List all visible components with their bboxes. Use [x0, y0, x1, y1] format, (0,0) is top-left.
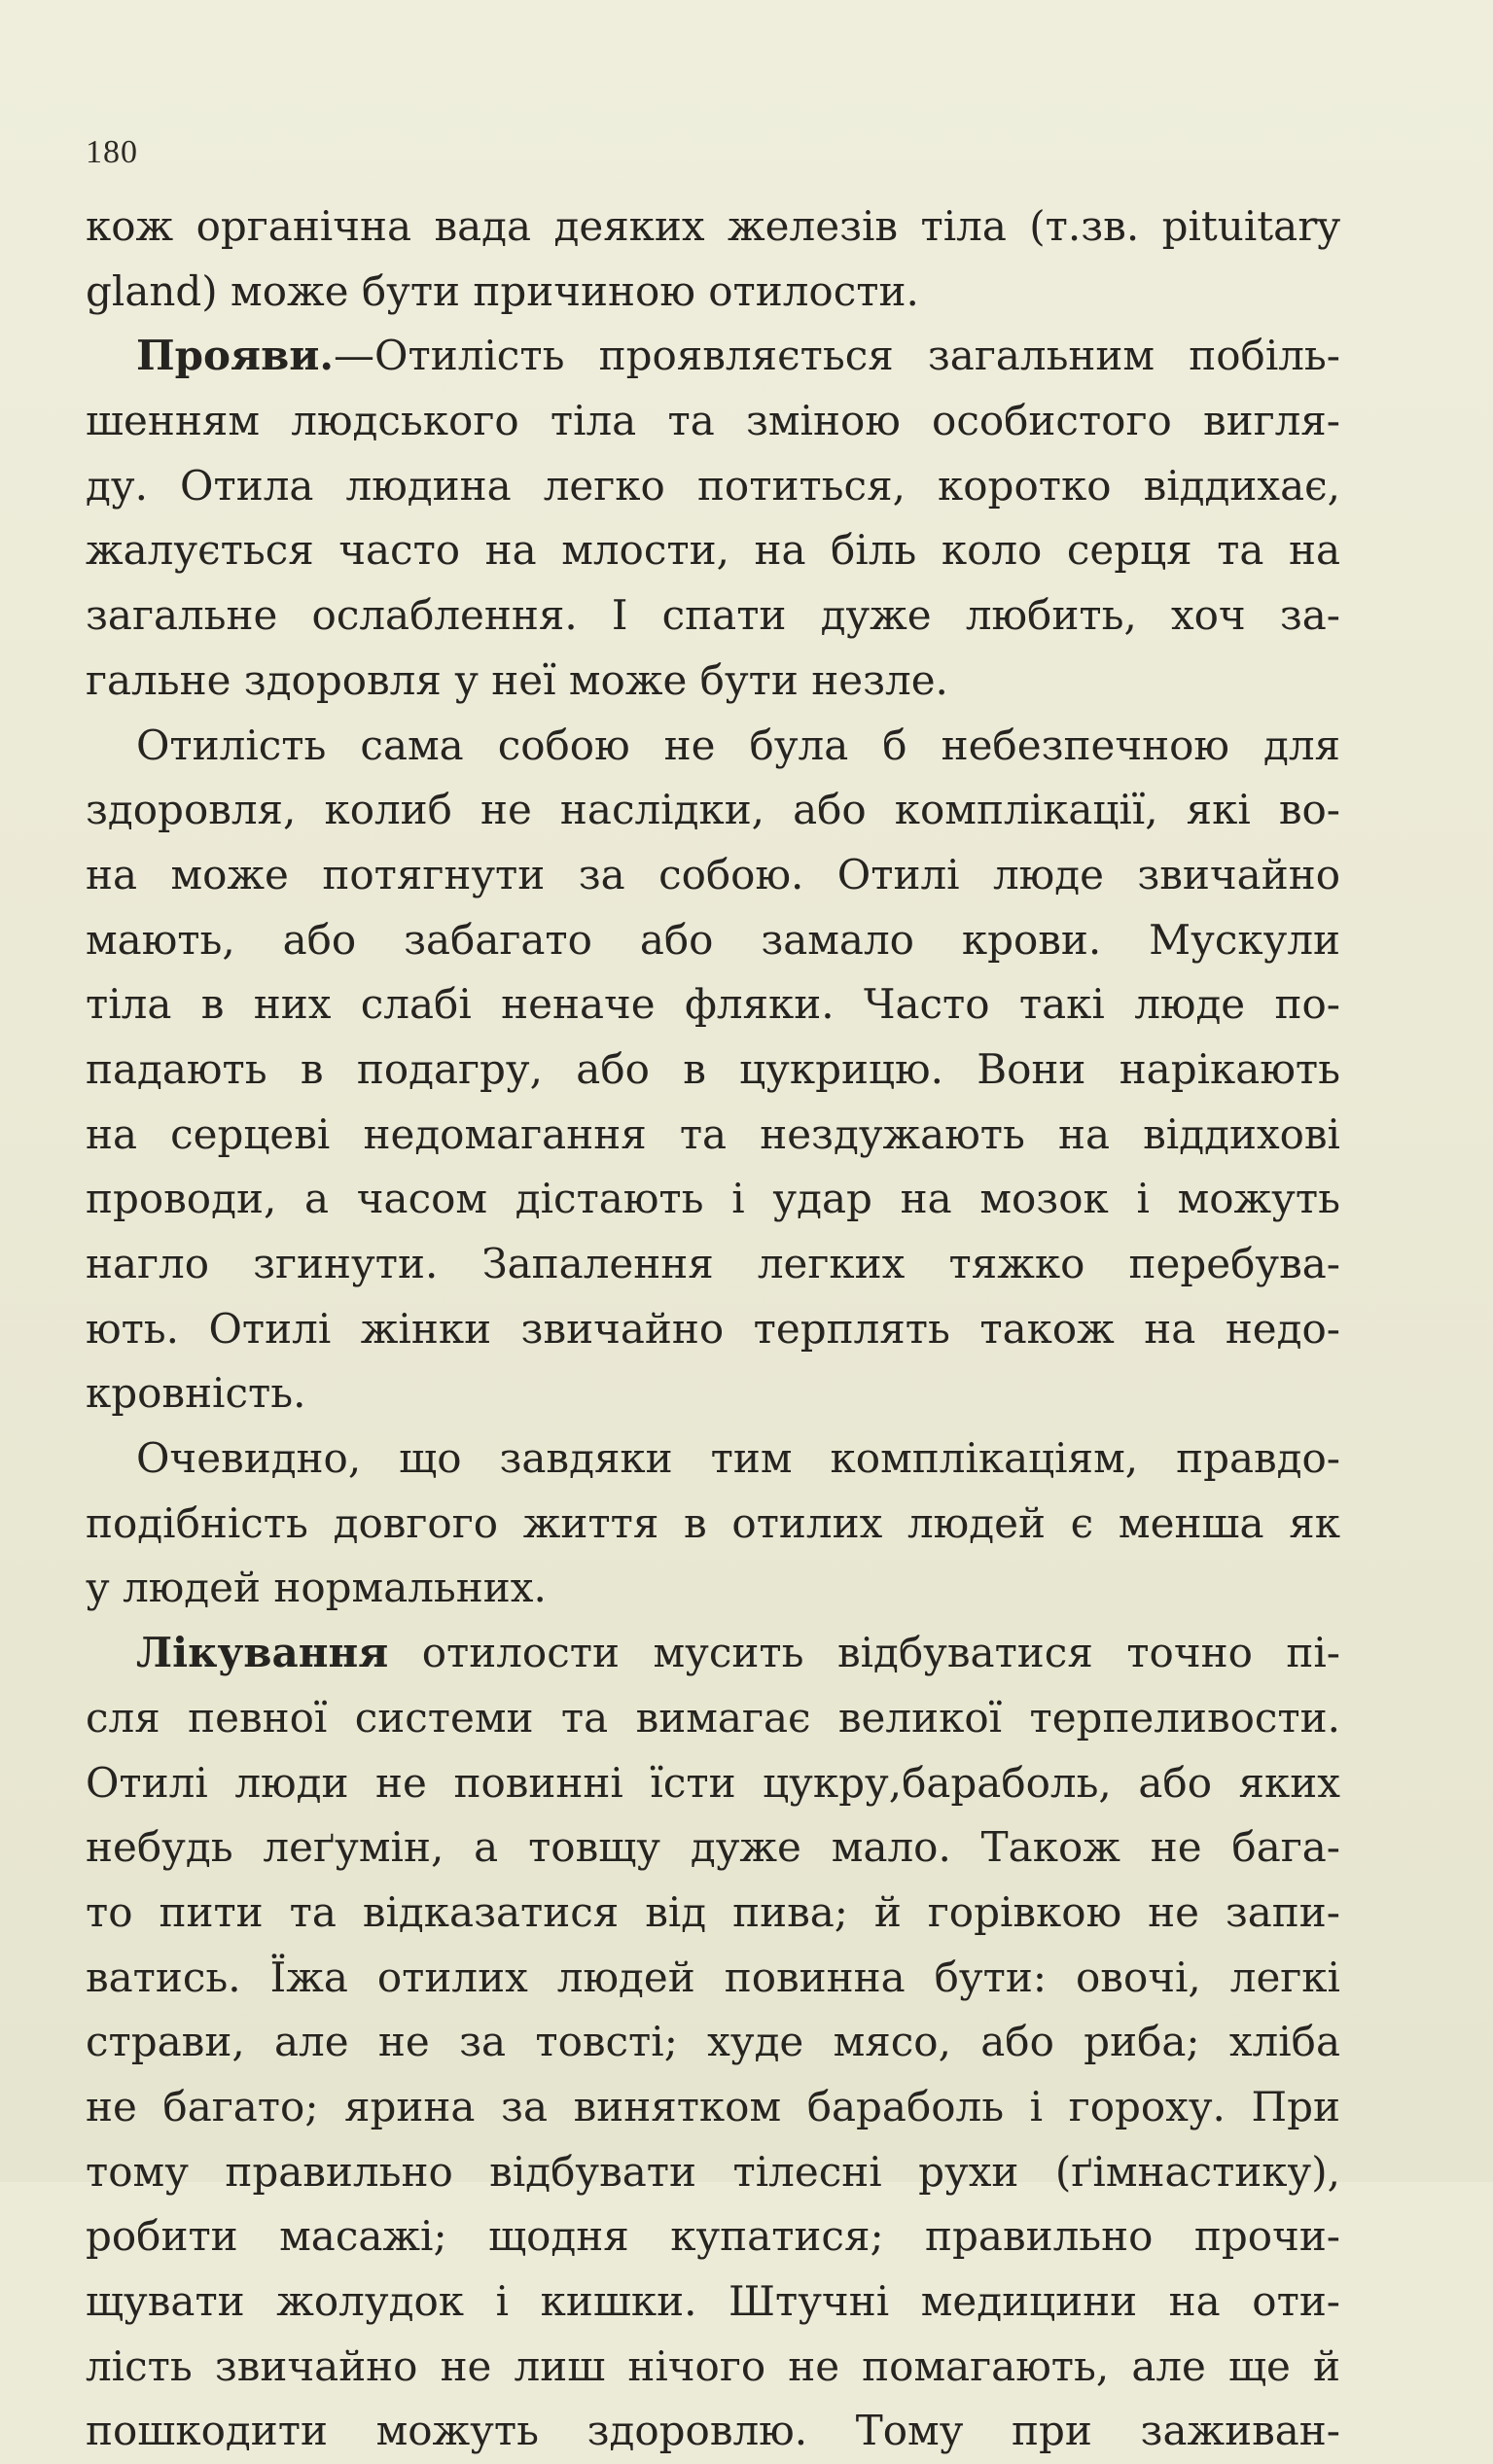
line-text: ватись. Їжа отилих людей повинна бути: овочі, легкі	[86, 1953, 1340, 2001]
line-text: пошкодити можуть здоровлю. Тому при заживан-	[86, 2407, 1340, 2455]
line-text: здоровля, колиб не наслідки, або комплікації, які во-	[86, 786, 1340, 834]
text-line	[86, 1297, 1340, 1362]
text-line	[86, 324, 1340, 389]
text-line	[86, 649, 1340, 714]
text-line	[86, 1232, 1340, 1297]
text-line	[86, 1815, 1340, 1881]
line-text: щувати жолудок і кишки. Штучні медицини на оти-	[86, 2277, 1340, 2325]
line-text: —Отилість проявляється загальним побіль-	[334, 332, 1340, 380]
line-text: сля певної системи та вимагає великої терпеливости.	[86, 1693, 1340, 1742]
text-line	[86, 778, 1340, 843]
line-text: у людей нормальних.	[86, 1564, 547, 1612]
text-line	[86, 518, 1340, 583]
line-text: проводи, а часом дістають і удар на мозок і можуть	[86, 1175, 1340, 1223]
text-line	[86, 1686, 1340, 1751]
line-text: Очевидно, що завдяки тим комплікаціям, правдо-	[136, 1434, 1340, 1483]
line-text: Отилі люди не повинні їсти цукру,бараболь, або яких	[86, 1758, 1340, 1807]
section-heading: Прояви.	[136, 332, 335, 380]
text-line	[86, 2075, 1340, 2140]
line-text: на може потягнути за собою. Отилі люде звичайно	[86, 850, 1340, 898]
line-text: падають в подагру, або в цукрицю. Вони нарікають	[86, 1044, 1340, 1093]
line-text: кож органічна вада деяких железів тіла (т.зв. pituitary	[86, 202, 1340, 250]
text-line	[86, 454, 1340, 519]
line-text: то пити та відказатися від пива; й горівкою не запи-	[86, 1887, 1340, 1936]
text-line	[86, 1881, 1340, 1946]
text-line	[86, 194, 1340, 260]
line-text: мають, або забагато або замало крови. Мускули	[86, 915, 1340, 964]
text-line	[86, 908, 1340, 973]
text-line	[86, 1103, 1340, 1168]
section-heading: Лікування	[136, 1629, 389, 1677]
text-line	[86, 2010, 1340, 2075]
text-line	[86, 1492, 1340, 1557]
text-line	[86, 2335, 1340, 2400]
line-text: не багато; ярина за винятком бараболь і гороху. При	[86, 2082, 1340, 2130]
text-line	[86, 1167, 1340, 1232]
text-line	[86, 583, 1340, 649]
line-text: Отилість сама собою не була б небезпечною для	[136, 721, 1340, 769]
line-text: робити масажі; щодня купатися; правильно прочи-	[86, 2212, 1340, 2261]
line-text: gland) може бути причиною отилости.	[86, 266, 919, 315]
line-text: страви, але не за товсті; худе мясо, або риба; хліба	[86, 2018, 1340, 2066]
text-line	[86, 1621, 1340, 1686]
text-line	[86, 260, 1340, 325]
line-text: на серцеві недомагання та нездужають на віддихові	[86, 1109, 1340, 1158]
text-line	[86, 1751, 1340, 1816]
line-text: жалується часто на млости, на біль коло серця та на	[86, 526, 1340, 575]
line-text: тому правильно відбувати тілесні рухи (ґімнастику),	[86, 2147, 1340, 2196]
text-line	[86, 1426, 1340, 1492]
text-line	[86, 1556, 1340, 1621]
text-line	[86, 843, 1340, 908]
body-text	[86, 194, 1340, 2464]
text-line	[86, 972, 1340, 1038]
text-line	[86, 1361, 1340, 1426]
line-text: нагло згинути. Запалення легких тяжко перебува-	[86, 1240, 1340, 1287]
line-text: кровність.	[86, 1369, 306, 1418]
line-text: ду. Отила людина легко потиться, коротко віддихає,	[86, 461, 1340, 510]
text-line	[86, 389, 1340, 454]
text-line	[86, 2270, 1340, 2335]
line-text: подібність довгого життя в отилих людей є менша як	[86, 1498, 1340, 1547]
text-line	[86, 714, 1340, 779]
line-text: загальне ослаблення. І спати дуже любить, хоч за-	[86, 591, 1340, 640]
text-line	[86, 1038, 1340, 1103]
line-text: небудь леґумін, а товщу дуже мало. Також не бага-	[86, 1823, 1340, 1872]
text-line	[86, 2140, 1340, 2205]
text-line	[86, 1946, 1340, 2011]
line-text: тіла в них слабі неначе фляки. Часто такі люде по-	[86, 980, 1340, 1029]
text-line	[86, 2399, 1340, 2464]
line-text: отилости мусить відбуватися точно пі-	[388, 1629, 1340, 1677]
line-text: ють. Отилі жінки звичайно терплять також на недо-	[86, 1304, 1340, 1353]
line-text: шенням людського тіла та зміною особистого вигля-	[86, 397, 1340, 445]
line-text: гальне здоровля у неї може бути незле.	[86, 655, 948, 704]
text-line	[86, 2204, 1340, 2270]
page-number: 180	[86, 134, 138, 170]
line-text: лість звичайно не лиш нічого не помагають, але ще й	[86, 2341, 1340, 2390]
